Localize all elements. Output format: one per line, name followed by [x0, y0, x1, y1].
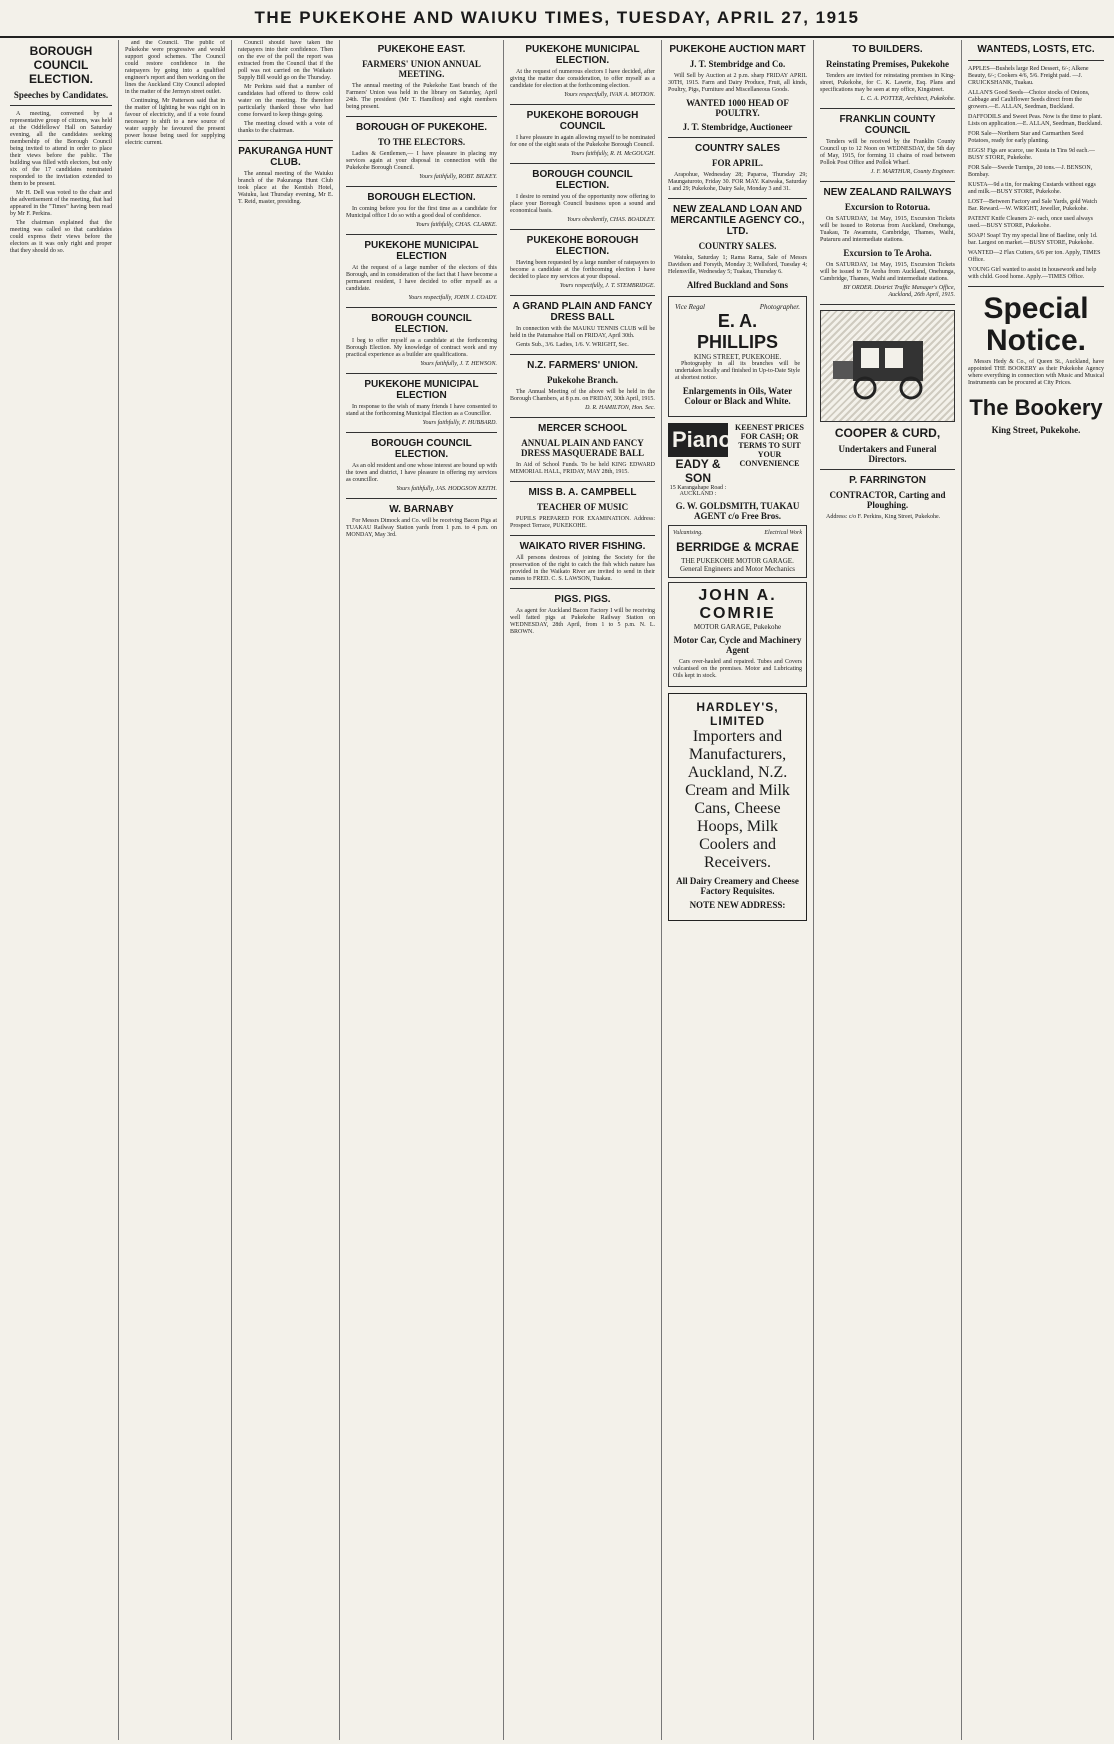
comrie-sub: MOTOR GARAGE, Pukekohe — [693, 623, 782, 631]
column-2 — [119, 40, 232, 1740]
berridge-tagline: THE PUKEKOHE MOTOR GARAGE. General Engineers and Motor Mechanics — [679, 557, 796, 573]
tender-signature: L. C. A. POTTER, Architect, Pukekohe. — [860, 96, 955, 102]
phillips-tagline: Enlargements in Oils, Water Colour or Black and White. — [682, 386, 793, 406]
notice-heading: BOROUGH OF PUKEKOHE. — [355, 122, 488, 133]
notice-signature: Yours faithfully, F. HUBBARD. — [422, 420, 497, 426]
section-subheading: FARMERS' UNION ANNUAL MEETING. — [362, 59, 481, 79]
masthead — [0, 0, 1114, 38]
notice-heading: PUKEKOHE MUNICIPAL ELECTION. — [525, 44, 640, 66]
tender-heading: TO BUILDERS. — [852, 44, 923, 55]
divider — [346, 116, 497, 117]
pianos-banner: Pianos — [668, 423, 728, 457]
notice-body: Ladies & Gentlemen,— I have pleasure in placing my services again at your disposal in connection with the Pukekohe Borough Council. — [346, 151, 497, 171]
special-notice-heading: Special Notice. — [983, 292, 1089, 357]
phillips-ad — [668, 296, 807, 417]
notice-heading: BOROUGH ELECTION. — [367, 192, 476, 203]
column-3 — [232, 40, 340, 1740]
section-heading: PUKEKOHE EAST. — [377, 44, 466, 55]
divider — [346, 307, 497, 308]
hunt-club-heading: PAKURANGA HUNT CLUB. — [238, 146, 333, 168]
bookery-address: King Street, Pukekohe. — [991, 425, 1081, 435]
notice-signature: Yours respectfully, IVAN A. MOTION. — [564, 92, 655, 98]
ad-heading: MISS B. A. CAMPBELL — [528, 487, 637, 498]
comrie-body: Cars over-hauled and repaired. Tubes and Covers vulcanised on the premises. Motor and Lubricating Oils kept in stock. — [673, 659, 802, 679]
article-paragraph: A meeting, convened by a representative group of citizens, was held at the Oddfellows' Hall on Saturday evening, all the candidates seeking membership of the Borough Council being invited to attend in order to place their views before the public. The building was filled with electors, but only six of the 17 candidates nominated responded to the invitation extended to them to be present. — [10, 111, 112, 187]
notice-signature: Yours faithfully, J. T. HEWSON. — [420, 361, 497, 367]
classified-item: SOAP! Soap! Try my special line of Baeline, only 1d. bar. Largest on market.—BUSY STORE, Pukekohe. — [968, 233, 1098, 246]
notice-heading: PUKEKOHE BOROUGH ELECTION. — [526, 235, 639, 257]
divider — [510, 417, 655, 418]
event-body: In connection with the MAUKU TENNIS CLUB will be held in the Patumahoe Hall on FRIDAY, April 30th. — [510, 326, 655, 339]
ad-subheading: TEACHER OF MUSIC — [536, 502, 629, 512]
farrington-name: P. FARRINGTON — [849, 475, 926, 486]
column-1 — [4, 40, 119, 1740]
notice-signature: Yours respectfully, J. T. STEMBRIDGE. — [559, 283, 655, 289]
divider — [346, 432, 497, 433]
company-heading: Alfred Buckland and Sons — [686, 280, 789, 290]
notice-body: I beg to offer myself as a candidate at the forthcoming Borough Election. My knowledge of contract work and my practical experience as a builder are qualifications. — [346, 338, 497, 358]
notice-to: TO THE ELECTORS. — [377, 137, 466, 147]
phillips-address: KING STREET, PUKEKOHE. — [693, 353, 782, 361]
hardleys-requisites: All Dairy Creamery and Cheese Factory Requisites. — [676, 876, 799, 896]
classified-item: ALLAN'S Good Seeds—Choice stocks of Onions, Cabbage and Cauliflower Seeds direct from the growers.—E. ALLAN, Seedman, Buckland. — [968, 90, 1090, 110]
notice-body: For Messrs Dimock and Co. will be receiving Bacon Pigs at TUAKAU Railway Station yards from 1 p.m. to 4 p.m. on MONDAY, May 3rd. — [346, 518, 497, 538]
notice-body: At the request of numerous electors I have decided, after giving the matter due consideration, to offer myself as a candidate for election at the forthcoming election. — [510, 69, 655, 89]
hardleys-new-address: NOTE NEW ADDRESS: — [689, 900, 786, 910]
classified-item: EGGS! Figs are scarce, use Kusta in Tins 9d each.—BUSY STORE, Pukekohe. — [968, 148, 1095, 161]
classified-item: FOR Sale—Swede Turnips, 20 tons.—J. BENSON, Bombay. — [968, 165, 1093, 178]
article-heading: BOROUGH COUNCIL ELECTION. — [28, 44, 93, 86]
notice-signature: Yours respectfully, JOHN J. COADY. — [408, 295, 497, 301]
pianos-ad — [668, 423, 807, 497]
auction-wanted: WANTED 1000 HEAD OF POULTRY. — [686, 98, 789, 118]
notice-heading: PUKEKOHE BOROUGH COUNCIL — [526, 110, 639, 132]
classified-item: APPLES—Bushels large Red Dessert, 6/-; Alkene Beauty, 6/-; Cookers 4/6, 5/6. Freight paid. —J. CRUICKSHANK, Tuakau. — [968, 66, 1089, 86]
article-paragraph: Mr H. Dell was voted to the chair and the advertisement of the meeting, that had appeared in the "Times" having been read by Mr F. Perkins. — [10, 190, 112, 217]
hardleys-sub: Importers and Manufacturers, Auckland, N.Z. — [687, 728, 788, 781]
column-8 — [962, 40, 1110, 1740]
notice-body: In response to the wish of many friends I have consented to stand at the forthcoming Municipal Election as a Councillor. — [346, 404, 497, 417]
classified-item: YOUNG Girl wanted to assist in housework and help with child. Good home. Apply.—TIMES Office. — [968, 267, 1097, 280]
vulcanising-label: Vulcanising. — [673, 530, 703, 536]
vice-regal-label: Vice Regal — [675, 303, 705, 311]
eady-address: 15 Karangahape Road : AUCKLAND : — [669, 485, 727, 497]
railways-subheading: Excursion to Rotorua. — [844, 202, 931, 212]
auction-body: Will Sell by Auction at 2 p.m. sharp FRIDAY APRIL 30TH, 1915. Farm and Dairy Produce, Fruit, all kinds, Poultry, Pigs, Furniture and Miscellaneous Goods. — [668, 73, 807, 93]
notice-heading: BOROUGH COUNCIL ELECTION. — [371, 438, 472, 460]
hearse-icon — [833, 326, 943, 406]
notice-body: At the request of a large number of the electors of this Borough, and in consideration of the fact that I have become a permanent resident, I have decided to offer myself as a candidate. — [346, 265, 497, 292]
divider — [346, 498, 497, 499]
railways-body: On SATURDAY, 1st May, 1915, Excursion Tickets will be issued to Rotorua from Auckland, Onehunga, Tuakau, Te Awamutu, Cambridge, Thames, Waihi, Putaruru and intermediate stations. — [820, 216, 955, 243]
notice-heading: WAIKATO RIVER FISHING. — [519, 541, 646, 552]
phillips-name: E. A. PHILLIPS — [696, 311, 778, 352]
ad-body: PUPILS PREPARED FOR EXAMINATION. Address: Prospect Terrace, PUKEKOHE. — [510, 516, 655, 529]
divider — [820, 469, 955, 470]
auctioneer-name: J. T. Stembridge, Auctioneer — [682, 122, 793, 132]
tender-heading: FRANKLIN COUNTY COUNCIL — [839, 114, 936, 136]
event-subheading: ANNUAL PLAIN AND FANCY DRESS MASQUERADE BALL — [520, 438, 645, 458]
hardleys-products: Cream and Milk Cans, Cheese Hoops, Milk Coolers and Receivers. — [685, 782, 790, 871]
special-notice-body: Messrs Hedy & Co., of Queen St., Auckland, have appointed THE BOOKERY as their Pukekohe Agency where everything in connection with Music and Musical Instruments can be procured at City Prices. — [968, 359, 1104, 386]
divider — [668, 198, 807, 199]
article-paragraph: Council should have taken the ratepayers into their confidence. Then on the eve of the poll the report was extracted from the Council that if the poll was not carried on the Waikato Supply Bill would go on the Thursday. — [238, 40, 333, 81]
divider — [820, 181, 955, 182]
cooper-name: COOPER & CURD, — [834, 426, 941, 440]
article-paragraph: and the Council. The public of Pukekohe were progressive and would support good schemes. The Council could restore confidence in the ratepayers by going into a qualified engineer's report and then working on the lines the Auckland City Council adopted in the matter of the Jermyn street outlet. — [125, 40, 225, 95]
auction-heading: PUKEKOHE AUCTION MART — [669, 44, 806, 55]
divider — [10, 105, 112, 106]
notice-heading: BOROUGH COUNCIL ELECTION. — [371, 313, 472, 335]
berridge-ad — [668, 525, 807, 578]
notice-body: Having been requested by a large number of ratepayers to become a candidate at the forthcoming election I have decided to place my services at your disposal. — [510, 260, 655, 280]
tender-body: Tenders will be received by the Franklin County Council up to 12 Noon on WEDNESDAY, the 5th day of May, 1915, for forming 11 chains of road between Pollok Post Office and Pollok Wharf. — [820, 139, 955, 166]
article-subheading: Speeches by Candidates. — [13, 90, 109, 100]
classified-item: FOR Sale—Northern Star and Carmarthen Seed Potatoes, ready for early planting. — [968, 131, 1084, 144]
column-5 — [504, 40, 662, 1740]
notice-body: In coming before you for the first time as a candidate for Municipal office I do so with a good deal of confidence. — [346, 206, 497, 219]
sales-body: Arapohue, Wednesday 28; Paparoa, Thursday 29; Maungaturoto, Friday 30. FOR MAY. Kaiwaka, Saturday 1 and 29; Pukekohe, Dairy Sale, Monday 3 and 31. — [668, 172, 807, 192]
keenest-prices: KEENEST PRICES FOR CASH; OR TERMS TO SUIT YOUR CONVENIENCE — [735, 423, 804, 468]
notice-signature: Yours faithfully, R. H. McGOUGH. — [570, 151, 655, 157]
divider — [510, 535, 655, 536]
divider — [668, 137, 807, 138]
phillips-body: Photography in all its branches will be undertaken locally and finished in Up-to-Date Style at shortest notice. — [675, 361, 800, 381]
article-paragraph: The chairman explained that the meeting was called so that candidates could express their views before the electors as it was only right and proper that they should do so. — [10, 220, 112, 254]
divider — [510, 163, 655, 164]
sales-subheading: FOR APRIL. — [711, 158, 763, 168]
divider — [346, 373, 497, 374]
notice-body: As an old resident and one whose interest are bound up with the town and district, I have pleasure in offering my services as councillor. — [346, 463, 497, 483]
notice-body: All persons desirous of joining the Society for the preservation of the right to catch the fish which nature has provided in the Waikato River are invited to send in their names to FRED. C. S. LAWSON, Tuakau. — [510, 555, 655, 582]
divider — [346, 234, 497, 235]
divider — [968, 60, 1104, 61]
farrington-subheading: CONTRACTOR, Carting and Ploughing. — [829, 490, 946, 510]
hardleys-name: HARDLEY'S, LIMITED — [696, 700, 779, 728]
event-body: Gents Sub., 3/6. Ladies, 1/6. V. WRIGHT, Sec. — [516, 342, 629, 348]
tender-signature: J. F. MARTHUR, County Engineer. — [870, 169, 955, 175]
notice-heading: PUKEKOHE MUNICIPAL ELECTION — [364, 240, 479, 262]
berridge-name: BERRIDGE & MCRAE — [676, 540, 799, 554]
event-subheading: Pukekohe Branch. — [546, 375, 618, 385]
railways-body: On SATURDAY, 1st May, 1915, Excursion Tickets will be issued to Te Aroha from Auckland, Onehunga, Cambridge, Thames, Waihi and intermediate stations. — [820, 262, 955, 282]
classified-item: DAFFODILS and Sweet Peas. Now is the time to plant. Lists on application.—E. ALLAN, Seedman, Buckland. — [968, 114, 1103, 127]
electrical-label: Electrical Work — [764, 530, 802, 536]
railways-signature: BY ORDER. District Traffic Manager's Office, Auckland, 26th April, 1915. — [843, 285, 955, 298]
classified-item: LOST—Between Factory and Sale Yards, gold Watch Bar. Reward.—W. WRIGHT, Jeweller, Pukekohe. — [968, 199, 1098, 212]
divider — [820, 108, 955, 109]
divider — [510, 354, 655, 355]
article-paragraph: The meeting closed with a vote of thanks to the chairman. — [238, 121, 333, 134]
event-heading: MERCER SCHOOL — [538, 423, 627, 434]
article-paragraph: Mr Perkins said that a number of candidates had offered to throw cold water on the meeting. He therefore particularly thanked those who had come forward to keep things going. — [238, 84, 333, 118]
railways-subheading: Excursion to Te Aroha. — [843, 248, 932, 258]
event-body: The Annual Meeting of the above will be held in the Borough Chambers, at 8 p.m. on FRIDAY, 30th April, 1915. — [510, 389, 655, 402]
classified-item: KUSTA—9d a tin, for making Custards without eggs and milk.—BUSY STORE, Pukekohe. — [968, 182, 1096, 195]
notice-heading: W. BARNABY — [389, 504, 454, 515]
hardleys-ad — [668, 693, 807, 921]
divider — [510, 104, 655, 105]
wanteds-heading: WANTEDS, LOSTS, ETC. — [977, 44, 1095, 55]
notice-heading: PUKEKOHE MUNICIPAL ELECTION — [364, 379, 479, 401]
classified-item: PATENT Knife Cleaners 2/- each, once used always used.—BUSY STORE, Pukekohe. — [968, 216, 1093, 229]
event-heading: N.Z. FARMERS' UNION. — [527, 360, 638, 371]
column-6 — [662, 40, 814, 1740]
comrie-name: JOHN A. COMRIE — [698, 587, 777, 622]
divider — [510, 229, 655, 230]
tender-body: Tenders are invited for reinstating premises in King-street, Pukekohe, for C. K. Lawrie, Esq. Plans and specifications may be seen at my office, Kingstreet. — [820, 73, 955, 93]
goldsmith-agent: G. W. GOLDSMITH, TUAKAU AGENT c/o Free Bros. — [675, 501, 800, 521]
notice-body: I desire to remind you of the opportunity now offering to place your Borough Council business upon a sound and economical basis. — [510, 194, 655, 214]
photographer-label: Photographer. — [759, 303, 800, 311]
comrie-ad — [668, 582, 807, 687]
divider — [346, 186, 497, 187]
sales-body: Waiuku, Saturday 1; Rama Rama, Sale of Messrs Davidson and Forsyth, Monday 3; Wellsford, Tuesday 4; Helensville, Wednesday 5; Tuakau, Thursday 6. — [668, 255, 807, 275]
notice-body: I have pleasure in again allowing myself to be nominated for one of the eight seats of the Pukekohe Borough Council. — [510, 135, 655, 148]
classified-item: WANTED—2 Flax Cutters, 6/6 per ton. Apply, TIMES Office. — [968, 250, 1101, 263]
cooper-subheading: Undertakers and Funeral Directors. — [838, 444, 937, 464]
article-paragraph: The annual meeting of the Pukekohe East branch of the Farmers' Union was held in the library on Saturday, April 24th. The president (Mr T. Hamilton) and eight members being present. — [346, 83, 497, 110]
divider — [238, 140, 333, 141]
railways-heading: NEW ZEALAND RAILWAYS — [823, 187, 952, 198]
auction-subheading: J. T. Stembridge and Co. — [689, 59, 786, 69]
sales-heading: COUNTRY SALES. — [698, 241, 777, 251]
ad-heading: PIGS. PIGS. — [554, 594, 611, 605]
event-heading: A GRAND PLAIN AND FANCY DRESS BALL — [512, 301, 653, 323]
divider — [510, 481, 655, 482]
masthead-title: THE PUKEKOHE AND WAIUKU TIMES, TUESDAY, APRIL 27, 1915 — [254, 8, 860, 27]
hearse-illustration — [820, 310, 955, 422]
notice-signature: Yours faithfully, JAS. HODGSON KEITH. — [396, 486, 497, 492]
divider — [510, 588, 655, 589]
bookery-name: The Bookery — [969, 395, 1103, 420]
ad-body: As agent for Auckland Bacon Factory I will be receiving well fatted pigs at Pukekohe Railway Station on WEDNESDAY, 28th April, from 1 to 5 p.m. N. L. BROWN. — [510, 608, 655, 635]
notice-signature: Yours faithfully, ROBT. BILKEY. — [419, 174, 497, 180]
notice-signature: Yours obediently, CHAS. BOADLEY. — [567, 217, 655, 223]
eady-name: EADY & SON — [675, 457, 721, 485]
notice-signature: Yours faithfully, CHAS. CLARKE. — [415, 222, 497, 228]
comrie-title: Motor Car, Cycle and Machinery Agent — [673, 635, 802, 655]
column-4 — [340, 40, 504, 1740]
article-paragraph: The annual meeting of the Waiuku branch of the Pakuranga Hunt Club took place at the Kentish Hotel, Waiuku, last Thursday evening, Mr E. T. Reid, master, presiding. — [238, 171, 333, 205]
sales-heading: COUNTRY SALES — [694, 143, 780, 154]
divider — [510, 295, 655, 296]
company-heading: NEW ZEALAND LOAN AND MERCANTILE AGENCY CO., LTD. — [670, 204, 805, 237]
column-7 — [814, 40, 962, 1740]
divider — [968, 286, 1104, 287]
notice-heading: BOROUGH COUNCIL ELECTION. — [532, 169, 633, 191]
notice-signature: D. R. HAMILTON, Hon. Sec. — [585, 405, 655, 411]
farrington-address: Address: c/o F. Perkins, King Street, Pukekohe. — [826, 514, 941, 520]
divider — [820, 304, 955, 305]
event-body: In Aid of School Funds. To be held KING EDWARD MEMORIAL HALL, FRIDAY, MAY 28th, 1915. — [510, 462, 655, 475]
article-paragraph: Continuing, Mr Patterson said that in the matter of lighting he was right on in favour of electricity, and if a vote found necessary to shift to a new source of water supply he favoured the present power house being used for supplying electric current. — [125, 98, 225, 146]
tender-subheading: Reinstating Premises, Pukekohe — [825, 59, 950, 69]
